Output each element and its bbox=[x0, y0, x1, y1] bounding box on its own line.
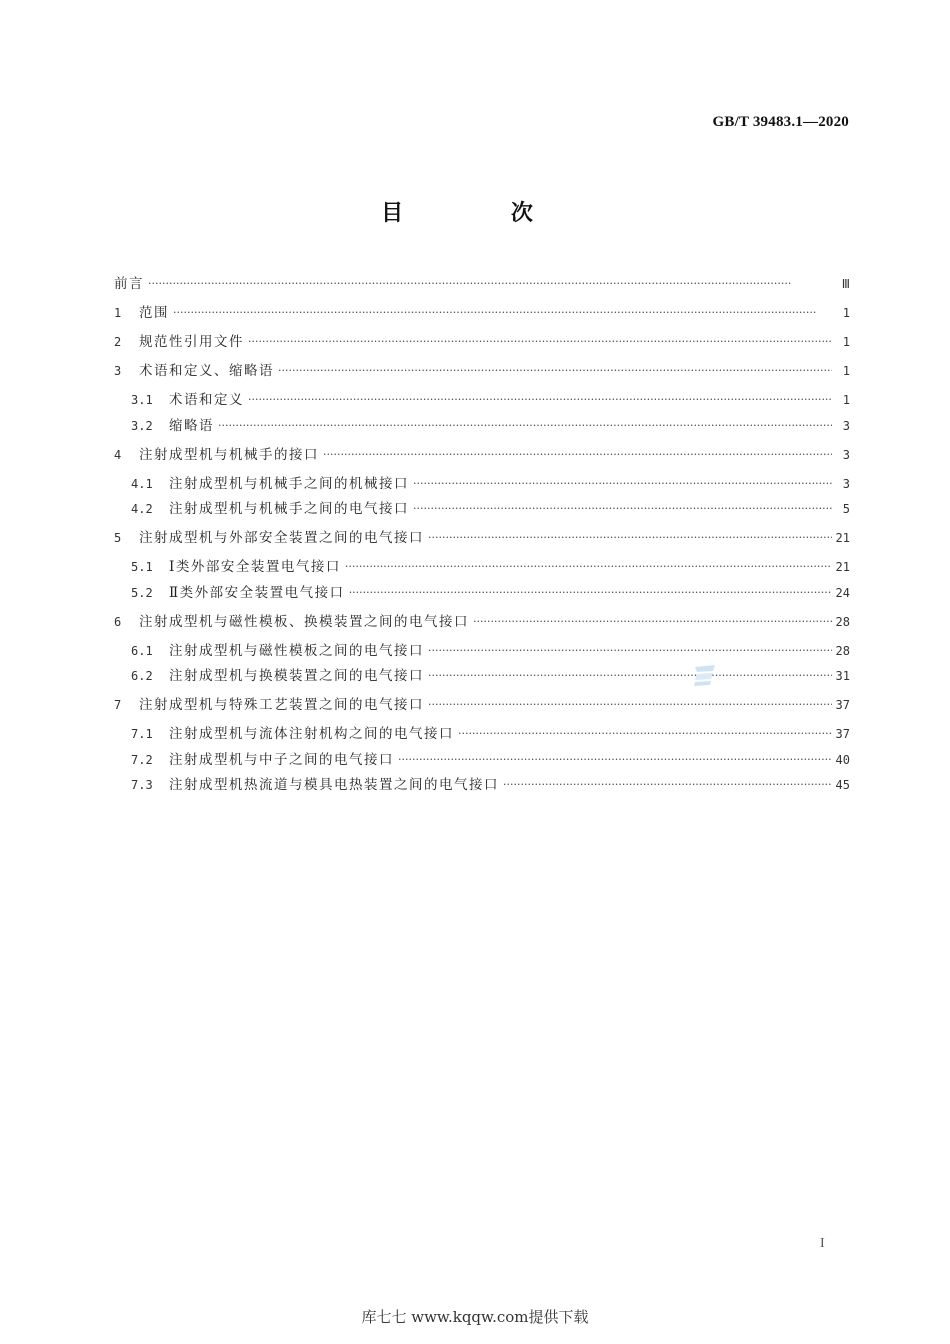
toc-entry-label: 注射成型机与特殊工艺装置之间的电气接口 bbox=[139, 697, 424, 713]
toc-entry[interactable] bbox=[131, 666, 850, 686]
toc-leader-dots bbox=[248, 332, 832, 352]
toc-leader-dots bbox=[173, 303, 832, 323]
toc-entry[interactable] bbox=[114, 612, 850, 632]
toc-entry[interactable] bbox=[114, 695, 850, 715]
toc-entry-number: 4 bbox=[114, 448, 122, 462]
standard-code: GB/T 39483.1—2020 bbox=[712, 114, 849, 130]
toc-leader-dots bbox=[503, 775, 832, 795]
toc-entry-page: Ⅲ bbox=[841, 277, 850, 291]
toc-entry-label: 范围 bbox=[139, 305, 169, 321]
toc-entry-label: 注射成型机与磁性模板、换模装置之间的电气接口 bbox=[139, 614, 469, 630]
toc-leader-dots bbox=[349, 583, 832, 603]
toc-entry[interactable] bbox=[114, 445, 850, 465]
toc-entry[interactable] bbox=[131, 750, 850, 770]
toc-entry[interactable] bbox=[131, 557, 850, 577]
toc-entry[interactable] bbox=[131, 390, 850, 410]
toc-entry[interactable] bbox=[114, 528, 850, 548]
toc-leader-dots bbox=[413, 474, 832, 494]
toc-entry-page: 40 bbox=[835, 753, 850, 767]
toc-entry-page: 21 bbox=[835, 560, 850, 574]
toc-entry-label: 注射成型机热流道与模具电热装置之间的电气接口 bbox=[169, 777, 499, 793]
toc-entry-page: 21 bbox=[835, 531, 850, 545]
toc-entry-number: 7.3 bbox=[131, 778, 153, 792]
toc-entry-label: 注射成型机与换模装置之间的电气接口 bbox=[169, 668, 424, 684]
toc-entry-label: 注射成型机与磁性模板之间的电气接口 bbox=[169, 643, 424, 659]
toc-leader-dots bbox=[428, 695, 832, 715]
toc-entry-page: 3 bbox=[842, 419, 850, 433]
toc-entry[interactable] bbox=[131, 583, 850, 603]
toc-leader-dots bbox=[148, 274, 832, 294]
toc-entry[interactable] bbox=[131, 416, 850, 436]
toc-entry-page: 28 bbox=[835, 644, 850, 658]
toc-entry-page: 45 bbox=[835, 778, 850, 792]
toc-entry-number: 2 bbox=[114, 335, 122, 349]
toc-entry-number: 3 bbox=[114, 364, 122, 378]
toc-entry-label: 注射成型机与外部安全装置之间的电气接口 bbox=[139, 530, 424, 546]
toc-entry-label: 注射成型机与中子之间的电气接口 bbox=[169, 752, 394, 768]
toc-entry-page: 1 bbox=[842, 364, 850, 378]
toc-entry-number: 5.1 bbox=[131, 560, 153, 574]
toc-leader-dots bbox=[398, 750, 832, 770]
toc-entry-number: 7 bbox=[114, 698, 122, 712]
toc-leader-dots bbox=[278, 361, 832, 381]
toc-entry[interactable] bbox=[131, 474, 850, 494]
toc-entry-page: 1 bbox=[842, 306, 850, 320]
toc-entry[interactable] bbox=[131, 641, 850, 661]
page-title: 目 次 bbox=[381, 201, 583, 226]
toc-entry[interactable] bbox=[114, 303, 850, 323]
toc-entry-label: 术语和定义 bbox=[169, 392, 244, 408]
toc-entry-number: 3.1 bbox=[131, 393, 153, 407]
watermark-logo-icon bbox=[692, 661, 718, 687]
toc-entry-number: 3.2 bbox=[131, 419, 153, 433]
toc-entry[interactable] bbox=[114, 274, 850, 294]
toc-entry-label: 注射成型机与机械手的接口 bbox=[139, 447, 319, 463]
toc-entry-label: Ⅰ类外部安全装置电气接口 bbox=[169, 559, 341, 575]
toc-entry-page: 31 bbox=[835, 669, 850, 683]
toc-leader-dots bbox=[428, 641, 832, 661]
toc-entry-label: 前言 bbox=[114, 276, 144, 292]
toc-entry[interactable] bbox=[131, 499, 850, 519]
toc-entry-number: 6 bbox=[114, 615, 122, 629]
toc-entry-label: 注射成型机与机械手之间的电气接口 bbox=[169, 501, 409, 517]
toc-entry-page: 1 bbox=[842, 335, 850, 349]
toc-entry-page: 5 bbox=[842, 502, 850, 516]
toc-entry-label: 注射成型机与流体注射机构之间的电气接口 bbox=[169, 726, 454, 742]
toc-entry-number: 6.2 bbox=[131, 669, 153, 683]
toc-leader-dots bbox=[345, 557, 832, 577]
toc-entry-number: 5 bbox=[114, 531, 122, 545]
toc-leader-dots bbox=[473, 612, 832, 632]
toc-entry-label: 术语和定义、缩略语 bbox=[139, 363, 274, 379]
toc-entry-label: 规范性引用文件 bbox=[139, 334, 244, 350]
toc-entry-number: 7.1 bbox=[131, 727, 153, 741]
page-number: I bbox=[820, 1236, 825, 1251]
toc-entry[interactable] bbox=[131, 724, 850, 744]
toc-leader-dots bbox=[218, 416, 832, 436]
toc-leader-dots bbox=[248, 390, 832, 410]
toc-entry-page: 3 bbox=[842, 477, 850, 491]
toc-entry-number: 7.2 bbox=[131, 753, 153, 767]
toc-leader-dots bbox=[323, 445, 832, 465]
toc-entry-number: 1 bbox=[114, 306, 122, 320]
toc-leader-dots bbox=[458, 724, 832, 744]
toc-entry-label: Ⅱ类外部安全装置电气接口 bbox=[169, 585, 345, 601]
toc-entry-page: 37 bbox=[835, 727, 850, 741]
toc-entry[interactable] bbox=[114, 361, 850, 381]
toc-entry-number: 6.1 bbox=[131, 644, 153, 658]
toc-entry-page: 24 bbox=[835, 586, 850, 600]
toc-entry-page: 28 bbox=[835, 615, 850, 629]
toc-entry[interactable] bbox=[114, 332, 850, 352]
toc-leader-dots bbox=[413, 499, 832, 519]
toc-entry-number: 5.2 bbox=[131, 586, 153, 600]
toc-entry-number: 4.1 bbox=[131, 477, 153, 491]
toc-entry-page: 1 bbox=[842, 393, 850, 407]
toc-entry-number: 4.2 bbox=[131, 502, 153, 516]
toc-entry-label: 注射成型机与机械手之间的机械接口 bbox=[169, 476, 409, 492]
toc-entry[interactable] bbox=[131, 775, 850, 795]
download-site-note: 库七七 www.kqqw.com提供下载 bbox=[361, 1308, 589, 1326]
toc-entry-page: 3 bbox=[842, 448, 850, 462]
toc-entry-label: 缩略语 bbox=[169, 418, 214, 434]
toc-leader-dots bbox=[428, 528, 832, 548]
toc-leader-dots bbox=[428, 666, 832, 686]
toc-entry-page: 37 bbox=[835, 698, 850, 712]
